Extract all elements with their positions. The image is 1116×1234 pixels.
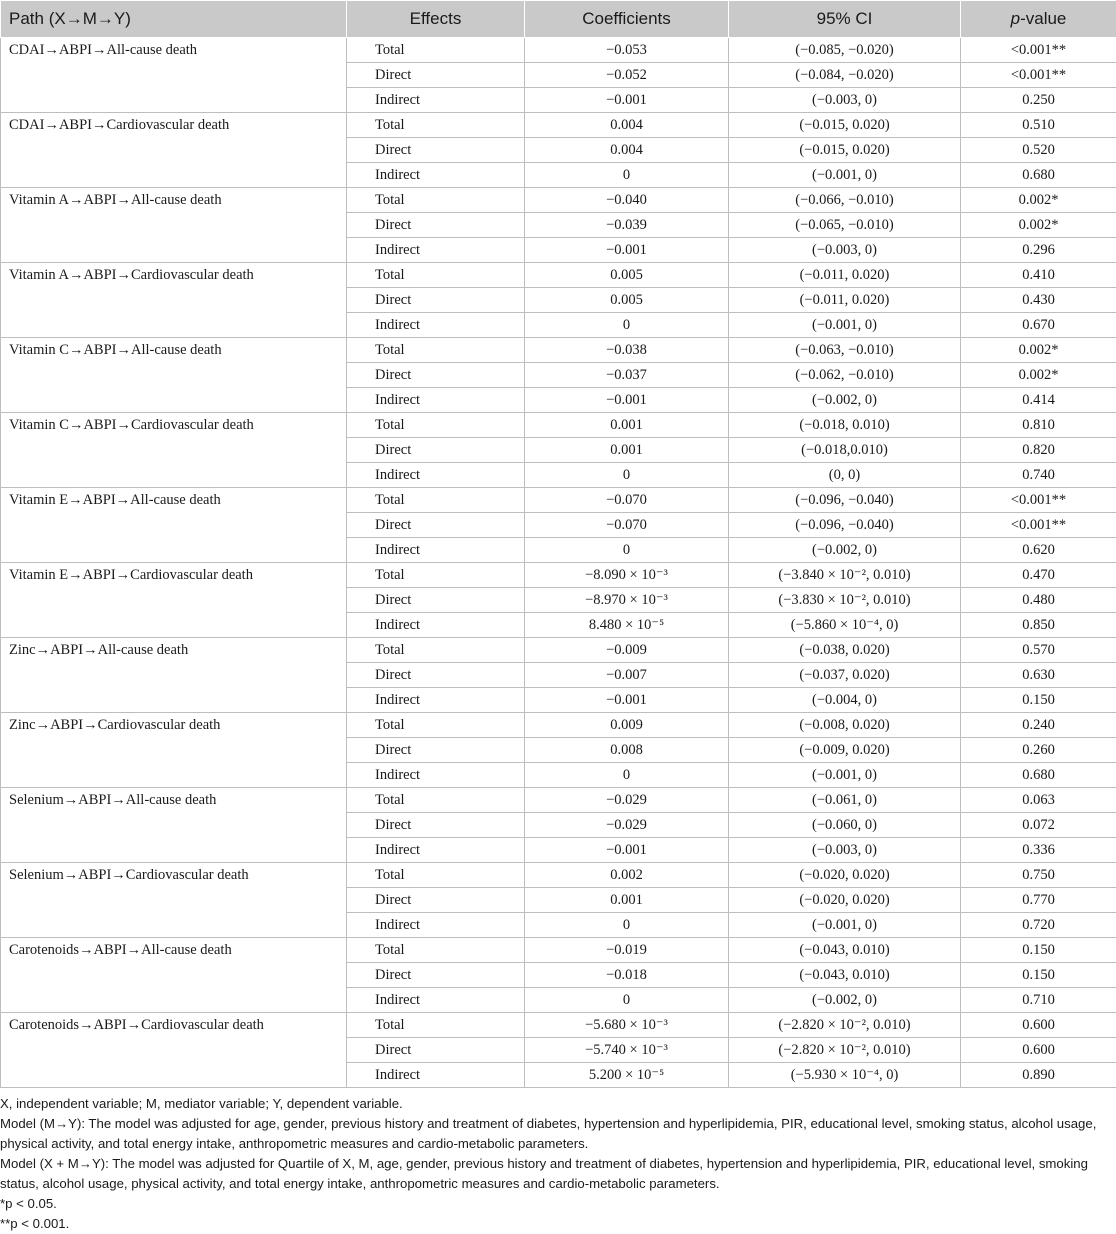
effect-cell: Direct bbox=[347, 363, 525, 388]
p-value-cell: 0.150 bbox=[961, 938, 1116, 963]
ci-cell: (−0.015, 0.020) bbox=[729, 138, 961, 163]
coefficient-cell: 0 bbox=[525, 163, 729, 188]
path-cell: CDAI→ABPI→All-cause death bbox=[1, 38, 347, 113]
ci-cell: (−3.840 × 10⁻², 0.010) bbox=[729, 563, 961, 588]
p-value-cell: 0.002* bbox=[961, 338, 1116, 363]
ci-cell: (−0.003, 0) bbox=[729, 238, 961, 263]
coefficient-cell: 0 bbox=[525, 763, 729, 788]
footnote-abbreviations: X, independent variable; M, mediator variable; Y, dependent variable. bbox=[0, 1094, 1116, 1114]
p-value-cell: <0.001** bbox=[961, 513, 1116, 538]
p-value-cell: 0.002* bbox=[961, 188, 1116, 213]
effect-cell: Total bbox=[347, 263, 525, 288]
effect-cell: Total bbox=[347, 1013, 525, 1038]
effect-cell: Direct bbox=[347, 138, 525, 163]
coefficient-cell: 8.480 × 10⁻⁵ bbox=[525, 613, 729, 638]
effect-cell: Indirect bbox=[347, 688, 525, 713]
coefficient-cell: −0.037 bbox=[525, 363, 729, 388]
coefficient-cell: 0 bbox=[525, 988, 729, 1013]
coefficient-cell: −0.018 bbox=[525, 963, 729, 988]
table-row bbox=[1, 113, 1116, 138]
p-value-cell: 0.850 bbox=[961, 613, 1116, 638]
ci-cell: (−0.018,0.010) bbox=[729, 438, 961, 463]
p-value-cell: 0.890 bbox=[961, 1063, 1116, 1088]
coefficient-cell: 5.200 × 10⁻⁵ bbox=[525, 1063, 729, 1088]
effect-cell: Indirect bbox=[347, 88, 525, 113]
coefficient-cell: −0.001 bbox=[525, 88, 729, 113]
coefficient-cell: 0.004 bbox=[525, 113, 729, 138]
header-p-rest: -value bbox=[1020, 9, 1066, 28]
table-footnotes bbox=[0, 1094, 1116, 1234]
ci-cell: (−0.002, 0) bbox=[729, 388, 961, 413]
table-row bbox=[1, 263, 1116, 288]
effect-cell: Indirect bbox=[347, 1063, 525, 1088]
coefficient-cell: −0.001 bbox=[525, 238, 729, 263]
table-row bbox=[1, 938, 1116, 963]
effect-cell: Direct bbox=[347, 438, 525, 463]
effect-cell: Total bbox=[347, 788, 525, 813]
effect-cell: Total bbox=[347, 563, 525, 588]
coefficient-cell: 0.005 bbox=[525, 263, 729, 288]
p-value-cell: 0.414 bbox=[961, 388, 1116, 413]
effect-cell: Direct bbox=[347, 213, 525, 238]
footnote-significance-2: **p < 0.001. bbox=[0, 1214, 1116, 1234]
coefficient-cell: −0.009 bbox=[525, 638, 729, 663]
coefficient-cell: 0 bbox=[525, 913, 729, 938]
coefficient-cell: 0.001 bbox=[525, 888, 729, 913]
ci-cell: (−2.820 × 10⁻², 0.010) bbox=[729, 1038, 961, 1063]
path-cell: Carotenoids→ABPI→All-cause death bbox=[1, 938, 347, 1013]
p-value-cell: 0.740 bbox=[961, 463, 1116, 488]
effect-cell: Indirect bbox=[347, 463, 525, 488]
effect-cell: Direct bbox=[347, 738, 525, 763]
ci-cell: (−0.043, 0.010) bbox=[729, 963, 961, 988]
coefficient-cell: 0 bbox=[525, 463, 729, 488]
p-value-cell: 0.002* bbox=[961, 363, 1116, 388]
effect-cell: Direct bbox=[347, 513, 525, 538]
effect-cell: Total bbox=[347, 863, 525, 888]
effect-cell: Indirect bbox=[347, 763, 525, 788]
p-value-cell: 0.810 bbox=[961, 413, 1116, 438]
p-value-cell: 0.150 bbox=[961, 688, 1116, 713]
ci-cell: (−0.037, 0.020) bbox=[729, 663, 961, 688]
effect-cell: Direct bbox=[347, 888, 525, 913]
p-value-cell: <0.001** bbox=[961, 488, 1116, 513]
path-cell: Selenium→ABPI→All-cause death bbox=[1, 788, 347, 863]
table-row bbox=[1, 563, 1116, 588]
ci-cell: (−0.015, 0.020) bbox=[729, 113, 961, 138]
table-row bbox=[1, 188, 1116, 213]
ci-cell: (−0.065, −0.010) bbox=[729, 213, 961, 238]
ci-cell: (−0.011, 0.020) bbox=[729, 288, 961, 313]
coefficient-cell: −0.001 bbox=[525, 688, 729, 713]
p-value-cell: 0.250 bbox=[961, 88, 1116, 113]
p-value-cell: 0.240 bbox=[961, 713, 1116, 738]
effect-cell: Indirect bbox=[347, 313, 525, 338]
ci-cell: (−0.066, −0.010) bbox=[729, 188, 961, 213]
ci-cell: (−0.002, 0) bbox=[729, 988, 961, 1013]
table-row bbox=[1, 638, 1116, 663]
coefficient-cell: 0.005 bbox=[525, 288, 729, 313]
effect-cell: Indirect bbox=[347, 388, 525, 413]
ci-cell: (−0.002, 0) bbox=[729, 538, 961, 563]
effect-cell: Indirect bbox=[347, 838, 525, 863]
p-value-cell: 0.710 bbox=[961, 988, 1116, 1013]
ci-cell: (−0.001, 0) bbox=[729, 913, 961, 938]
path-cell: CDAI→ABPI→Cardiovascular death bbox=[1, 113, 347, 188]
header-p-value bbox=[961, 1, 1116, 38]
ci-cell: (−0.043, 0.010) bbox=[729, 938, 961, 963]
ci-cell: (−0.008, 0.020) bbox=[729, 713, 961, 738]
header-p-italic: p bbox=[1011, 9, 1020, 28]
coefficient-cell: −5.740 × 10⁻³ bbox=[525, 1038, 729, 1063]
p-value-cell: 0.480 bbox=[961, 588, 1116, 613]
coefficient-cell: −0.053 bbox=[525, 38, 729, 63]
coefficient-cell: 0 bbox=[525, 313, 729, 338]
ci-cell: (−0.085, −0.020) bbox=[729, 38, 961, 63]
table-row bbox=[1, 488, 1116, 513]
footnote-model-m-y: Model (M→Y): The model was adjusted for age, gender, previous history and treatment of diabetes, hypertension and hyperlipidemia, PIR, educational level, smoking status, alcohol usage, physical activity, and total energy intake, anthropometric measures and cardio-metabolic parameters. bbox=[0, 1114, 1116, 1154]
p-value-cell: 0.410 bbox=[961, 263, 1116, 288]
ci-cell: (−0.020, 0.020) bbox=[729, 863, 961, 888]
table-row bbox=[1, 1013, 1116, 1038]
ci-cell: (−0.096, −0.040) bbox=[729, 513, 961, 538]
effect-cell: Direct bbox=[347, 1038, 525, 1063]
coefficient-cell: −0.001 bbox=[525, 838, 729, 863]
coefficient-cell: −0.052 bbox=[525, 63, 729, 88]
p-value-cell: 0.680 bbox=[961, 163, 1116, 188]
coefficient-cell: −0.007 bbox=[525, 663, 729, 688]
p-value-cell: 0.430 bbox=[961, 288, 1116, 313]
p-value-cell: 0.260 bbox=[961, 738, 1116, 763]
p-value-cell: 0.336 bbox=[961, 838, 1116, 863]
p-value-cell: 0.600 bbox=[961, 1038, 1116, 1063]
ci-cell: (−0.063, −0.010) bbox=[729, 338, 961, 363]
ci-cell: (−0.096, −0.040) bbox=[729, 488, 961, 513]
ci-cell: (0, 0) bbox=[729, 463, 961, 488]
p-value-cell: 0.063 bbox=[961, 788, 1116, 813]
p-value-cell: 0.296 bbox=[961, 238, 1116, 263]
coefficient-cell: 0 bbox=[525, 538, 729, 563]
p-value-cell: 0.600 bbox=[961, 1013, 1116, 1038]
coefficient-cell: 0.004 bbox=[525, 138, 729, 163]
ci-cell: (−0.011, 0.020) bbox=[729, 263, 961, 288]
table-row bbox=[1, 338, 1116, 363]
p-value-cell: 0.520 bbox=[961, 138, 1116, 163]
table-row bbox=[1, 863, 1116, 888]
coefficient-cell: 0.009 bbox=[525, 713, 729, 738]
effect-cell: Total bbox=[347, 38, 525, 63]
p-value-cell: 0.510 bbox=[961, 113, 1116, 138]
effect-cell: Direct bbox=[347, 288, 525, 313]
table-row bbox=[1, 38, 1116, 63]
path-cell: Vitamin E→ABPI→All-cause death bbox=[1, 488, 347, 563]
coefficient-cell: −0.019 bbox=[525, 938, 729, 963]
ci-cell: (−5.930 × 10⁻⁴, 0) bbox=[729, 1063, 961, 1088]
effect-cell: Indirect bbox=[347, 988, 525, 1013]
p-value-cell: 0.002* bbox=[961, 213, 1116, 238]
table-row bbox=[1, 713, 1116, 738]
coefficient-cell: −0.070 bbox=[525, 513, 729, 538]
effect-cell: Direct bbox=[347, 813, 525, 838]
ci-cell: (−0.001, 0) bbox=[729, 763, 961, 788]
p-value-cell: <0.001** bbox=[961, 38, 1116, 63]
coefficient-cell: −0.001 bbox=[525, 388, 729, 413]
ci-cell: (−0.003, 0) bbox=[729, 88, 961, 113]
effect-cell: Indirect bbox=[347, 913, 525, 938]
coefficient-cell: −8.090 × 10⁻³ bbox=[525, 563, 729, 588]
p-value-cell: 0.770 bbox=[961, 888, 1116, 913]
p-value-cell: 0.750 bbox=[961, 863, 1116, 888]
ci-cell: (−0.003, 0) bbox=[729, 838, 961, 863]
ci-cell: (−2.820 × 10⁻², 0.010) bbox=[729, 1013, 961, 1038]
p-value-cell: 0.150 bbox=[961, 963, 1116, 988]
path-cell: Vitamin A→ABPI→All-cause death bbox=[1, 188, 347, 263]
p-value-cell: 0.720 bbox=[961, 913, 1116, 938]
header-coefficients: Coefficients bbox=[525, 1, 729, 38]
header-path: Path (X→M→Y) bbox=[1, 1, 347, 38]
effect-cell: Direct bbox=[347, 663, 525, 688]
ci-cell: (−0.060, 0) bbox=[729, 813, 961, 838]
effect-cell: Total bbox=[347, 488, 525, 513]
table-row bbox=[1, 413, 1116, 438]
p-value-cell: 0.820 bbox=[961, 438, 1116, 463]
coefficient-cell: −5.680 × 10⁻³ bbox=[525, 1013, 729, 1038]
effect-cell: Indirect bbox=[347, 613, 525, 638]
path-cell: Zinc→ABPI→Cardiovascular death bbox=[1, 713, 347, 788]
footnote-model-x-m-y: Model (X + M→Y): The model was adjusted for Quartile of X, M, age, gender, previous history and treatment of diabetes, hypertension and hyperlipidemia, PIR, educational level, smoking status, alcohol usage, physical activity, and total energy intake, anthropometric measures and cardio-metabolic parameters. bbox=[0, 1154, 1116, 1194]
ci-cell: (−0.004, 0) bbox=[729, 688, 961, 713]
table-body bbox=[1, 38, 1116, 1088]
coefficient-cell: −0.029 bbox=[525, 813, 729, 838]
coefficient-cell: −0.038 bbox=[525, 338, 729, 363]
p-value-cell: 0.470 bbox=[961, 563, 1116, 588]
ci-cell: (−0.001, 0) bbox=[729, 313, 961, 338]
path-cell: Vitamin C→ABPI→Cardiovascular death bbox=[1, 413, 347, 488]
ci-cell: (−0.009, 0.020) bbox=[729, 738, 961, 763]
effect-cell: Indirect bbox=[347, 238, 525, 263]
header-effects: Effects bbox=[347, 1, 525, 38]
coefficient-cell: −0.070 bbox=[525, 488, 729, 513]
ci-cell: (−0.061, 0) bbox=[729, 788, 961, 813]
effect-cell: Total bbox=[347, 713, 525, 738]
path-cell: Carotenoids→ABPI→Cardiovascular death bbox=[1, 1013, 347, 1088]
coefficient-cell: 0.001 bbox=[525, 438, 729, 463]
effect-cell: Total bbox=[347, 113, 525, 138]
header-row bbox=[1, 1, 1116, 38]
p-value-cell: 0.670 bbox=[961, 313, 1116, 338]
table-row bbox=[1, 788, 1116, 813]
p-value-cell: 0.570 bbox=[961, 638, 1116, 663]
coefficient-cell: 0.001 bbox=[525, 413, 729, 438]
coefficient-cell: −0.040 bbox=[525, 188, 729, 213]
ci-cell: (−0.001, 0) bbox=[729, 163, 961, 188]
coefficient-cell: 0.002 bbox=[525, 863, 729, 888]
coefficient-cell: −0.029 bbox=[525, 788, 729, 813]
footnote-significance-1: *p < 0.05. bbox=[0, 1194, 1116, 1214]
path-cell: Vitamin C→ABPI→All-cause death bbox=[1, 338, 347, 413]
ci-cell: (−3.830 × 10⁻², 0.010) bbox=[729, 588, 961, 613]
effect-cell: Direct bbox=[347, 588, 525, 613]
p-value-cell: 0.620 bbox=[961, 538, 1116, 563]
ci-cell: (−0.084, −0.020) bbox=[729, 63, 961, 88]
p-value-cell: <0.001** bbox=[961, 63, 1116, 88]
ci-cell: (−0.018, 0.010) bbox=[729, 413, 961, 438]
coefficient-cell: −8.970 × 10⁻³ bbox=[525, 588, 729, 613]
p-value-cell: 0.680 bbox=[961, 763, 1116, 788]
p-value-cell: 0.072 bbox=[961, 813, 1116, 838]
effect-cell: Indirect bbox=[347, 163, 525, 188]
path-cell: Vitamin A→ABPI→Cardiovascular death bbox=[1, 263, 347, 338]
path-cell: Zinc→ABPI→All-cause death bbox=[1, 638, 347, 713]
ci-cell: (−0.020, 0.020) bbox=[729, 888, 961, 913]
p-value-cell: 0.630 bbox=[961, 663, 1116, 688]
ci-cell: (−5.860 × 10⁻⁴, 0) bbox=[729, 613, 961, 638]
path-cell: Vitamin E→ABPI→Cardiovascular death bbox=[1, 563, 347, 638]
effect-cell: Total bbox=[347, 938, 525, 963]
effect-cell: Indirect bbox=[347, 538, 525, 563]
path-cell: Selenium→ABPI→Cardiovascular death bbox=[1, 863, 347, 938]
effect-cell: Total bbox=[347, 188, 525, 213]
effect-cell: Direct bbox=[347, 63, 525, 88]
ci-cell: (−0.038, 0.020) bbox=[729, 638, 961, 663]
effect-cell: Direct bbox=[347, 963, 525, 988]
table-header bbox=[1, 1, 1116, 38]
header-ci: 95% CI bbox=[729, 1, 961, 38]
effect-cell: Total bbox=[347, 638, 525, 663]
coefficient-cell: 0.008 bbox=[525, 738, 729, 763]
coefficient-cell: −0.039 bbox=[525, 213, 729, 238]
effect-cell: Total bbox=[347, 413, 525, 438]
ci-cell: (−0.062, −0.010) bbox=[729, 363, 961, 388]
effect-cell: Total bbox=[347, 338, 525, 363]
